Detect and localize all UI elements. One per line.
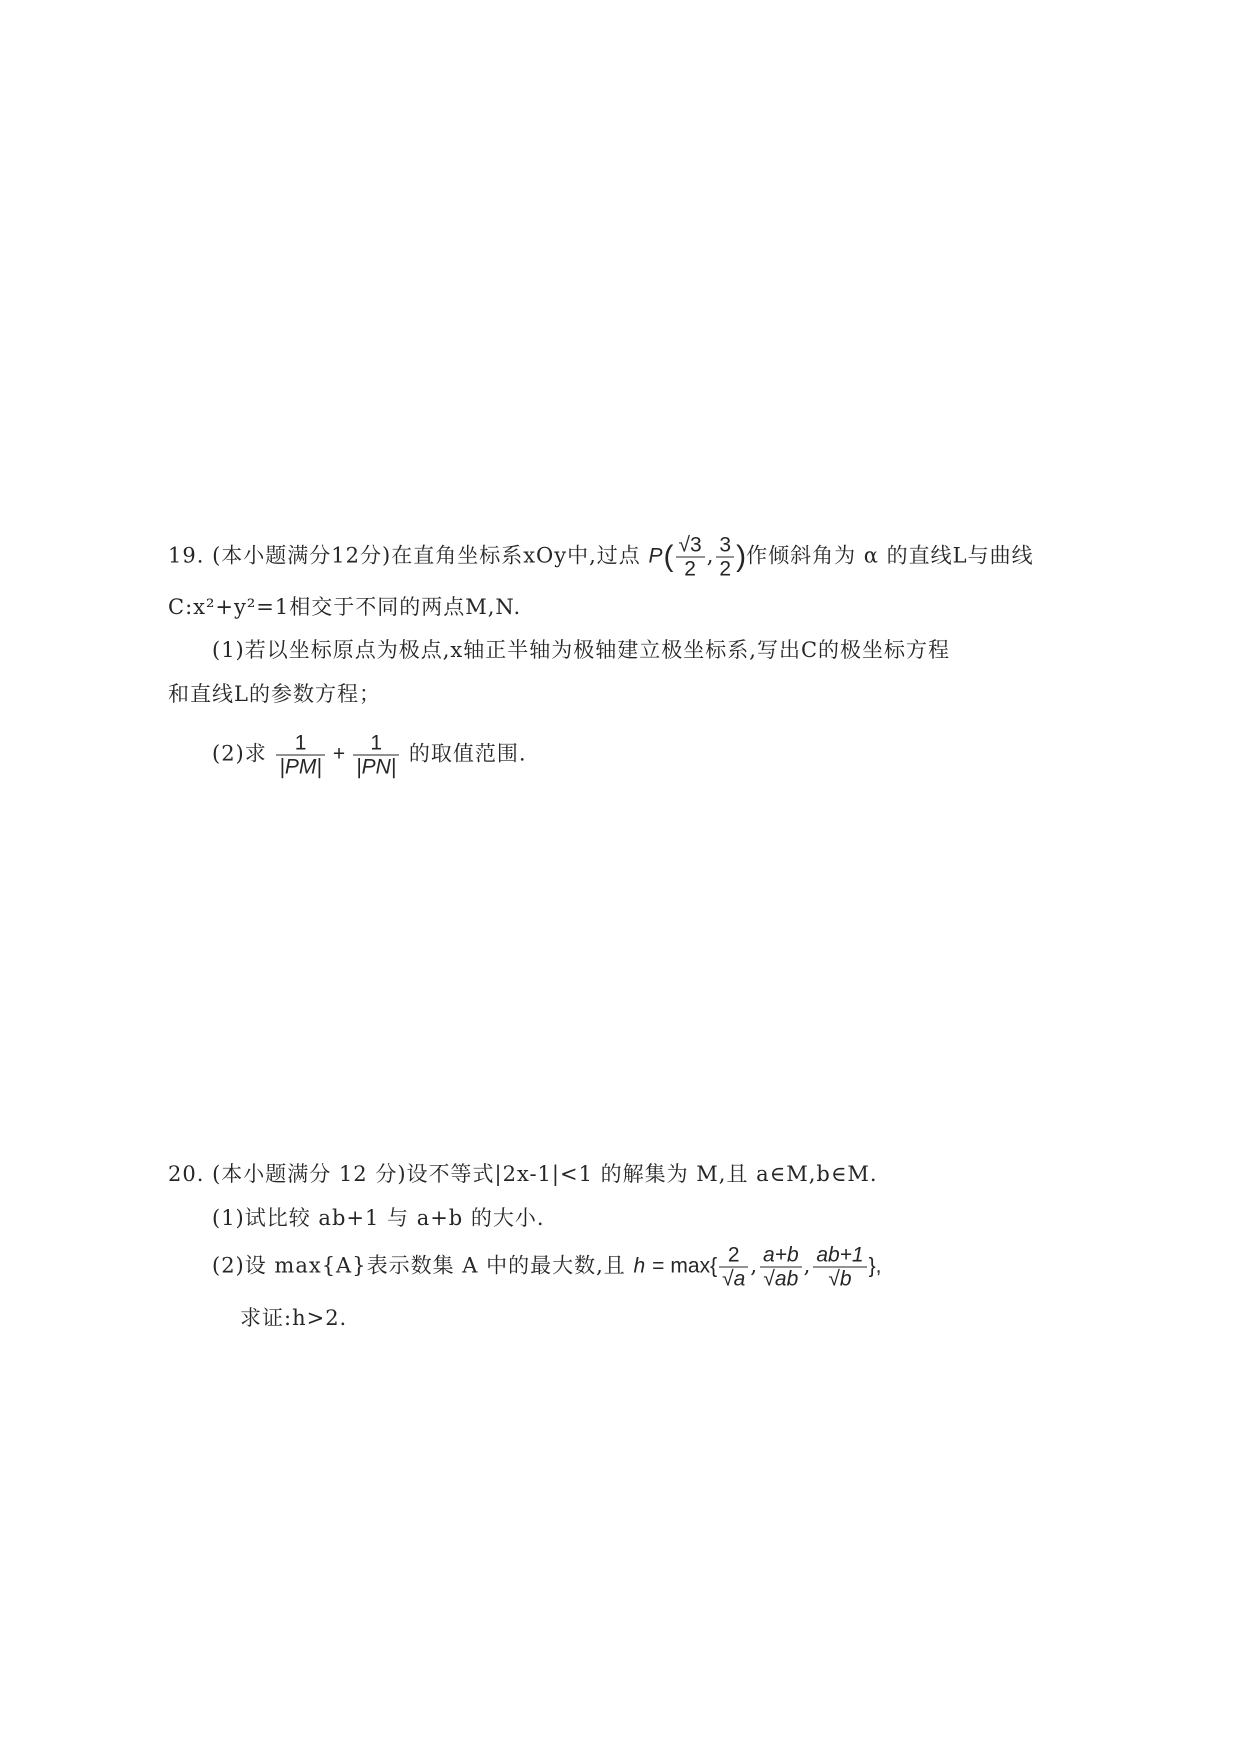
q19-line-2: C:x²+y²=1相交于不同的两点M,N. bbox=[168, 595, 522, 619]
equals-sign: = bbox=[652, 1254, 665, 1278]
fraction-one-over-pn bbox=[353, 732, 399, 779]
q19-number: 19. bbox=[168, 543, 205, 568]
point-close-paren: ) bbox=[736, 540, 747, 573]
fraction-numerator: 1 bbox=[276, 732, 324, 756]
point-x-denominator: 2 bbox=[684, 557, 696, 581]
q19-part2-suffix: 的取值范围. bbox=[401, 741, 527, 766]
fraction-numerator: a+b bbox=[760, 1244, 802, 1268]
max-close: }, bbox=[868, 1254, 882, 1278]
q20-part2-line bbox=[212, 1244, 881, 1291]
fraction-numerator: 2 bbox=[719, 1244, 748, 1268]
fraction-denominator: |PN| bbox=[356, 755, 397, 779]
fraction-denominator: √a bbox=[722, 1267, 746, 1291]
point-separator: , bbox=[706, 543, 715, 568]
comma: , bbox=[750, 1253, 758, 1278]
fraction-denominator: √b bbox=[828, 1267, 852, 1291]
q20-line-1: 20. (本小题满分 12 分)设不等式|2x-1|<1 的解集为 M,且 a∈M,b∈M. bbox=[168, 1162, 878, 1186]
q19-part2-line bbox=[212, 732, 527, 779]
q19-line-1 bbox=[168, 534, 1034, 581]
fraction-a-plus-b-over-sqrt-ab bbox=[760, 1244, 802, 1291]
point-open-paren: ( bbox=[663, 540, 674, 573]
q20-conclusion: 求证:h>2. bbox=[240, 1306, 348, 1330]
point-x-numerator: √3 bbox=[676, 534, 705, 558]
fraction-numerator: ab+1 bbox=[813, 1244, 866, 1268]
h-variable: h bbox=[633, 1254, 647, 1278]
point-x-fraction bbox=[676, 534, 705, 581]
fraction-denominator: √ab bbox=[763, 1267, 799, 1291]
point-y-numerator: 3 bbox=[716, 534, 734, 558]
q19-part1-line-1: (1)若以坐标原点为极点,x轴正半轴为极轴建立极坐标系,写出C的极坐标方程 bbox=[212, 638, 951, 662]
fraction-two-over-sqrt-a bbox=[719, 1244, 748, 1291]
fraction-numerator: 1 bbox=[353, 732, 399, 756]
q20-part2-prefix: (2)设 max{A}表示数集 A 中的最大数,且 bbox=[212, 1253, 634, 1278]
point-y-denominator: 2 bbox=[719, 557, 732, 581]
max-open: max{ bbox=[670, 1254, 718, 1278]
q19-part2-prefix: (2)求 bbox=[212, 741, 275, 766]
fraction-one-over-pm bbox=[276, 732, 324, 779]
q19-text-a: 在直角坐标系xOy中,过点 bbox=[391, 543, 649, 568]
point-label: P bbox=[648, 544, 664, 568]
q19-part1-line-2: 和直线L的参数方程； bbox=[168, 682, 381, 706]
fraction-denominator: |PM| bbox=[279, 755, 322, 779]
q19-text-b: 作倾斜角为 α 的直线L与曲线 bbox=[746, 543, 1034, 568]
q19-score: (本小题满分12分) bbox=[204, 543, 392, 568]
plus-operator: + bbox=[332, 742, 346, 766]
comma: , bbox=[803, 1253, 812, 1278]
fraction-ab-plus-1-over-sqrt-b bbox=[813, 1244, 866, 1291]
q20-part1: (1)试比较 ab+1 与 a+b 的大小. bbox=[212, 1206, 545, 1230]
point-y-fraction bbox=[716, 534, 734, 581]
